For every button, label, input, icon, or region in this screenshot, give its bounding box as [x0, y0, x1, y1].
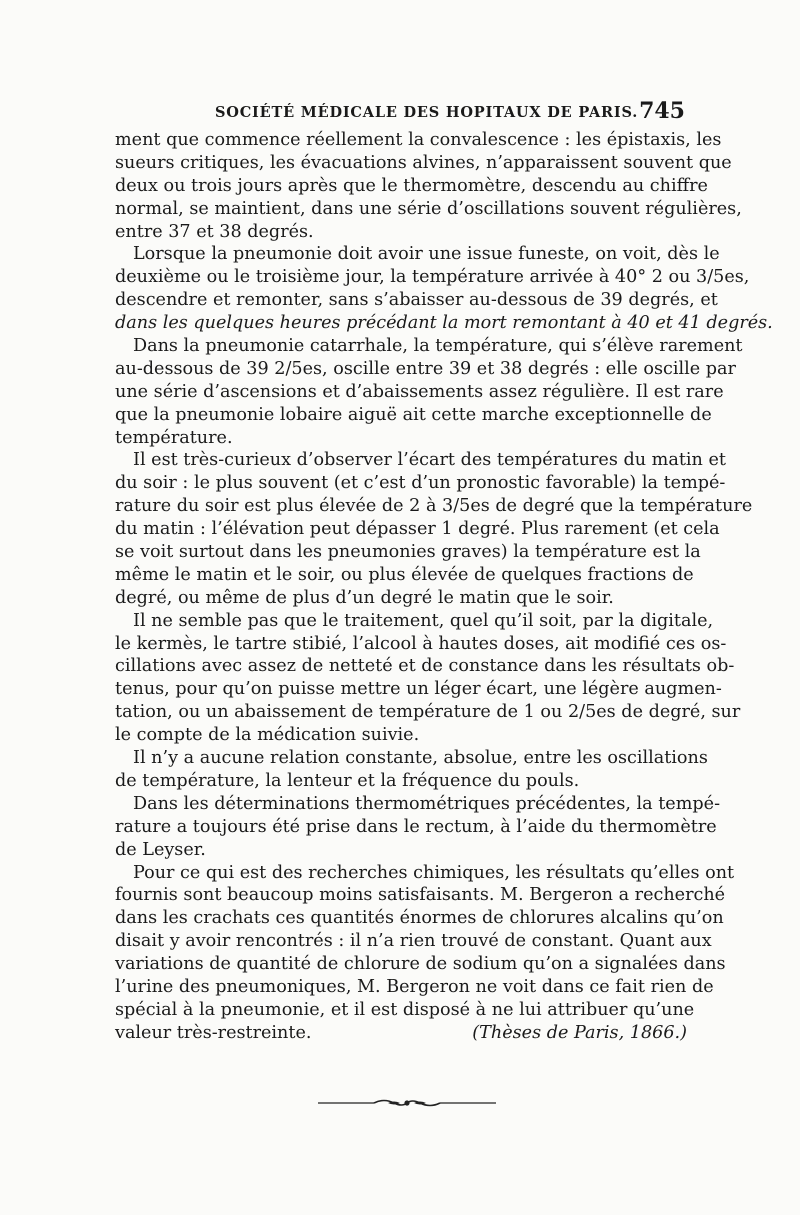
- text-line: se voit surtout dans les pneumonies graves) la température est la: [115, 542, 701, 563]
- text-line: disait y avoir rencontrés : il n’a rien trouvé de constant. Quant aux: [115, 931, 712, 952]
- text-line: Dans la pneumonie catarrhale, la température, qui s’élève rarement: [133, 336, 743, 357]
- final-line: [115, 1022, 687, 1045]
- text-line: température.: [115, 427, 233, 448]
- text-line: descendre et remonter, sans s’abaisser au-dessous de 39 degrés, et: [115, 290, 718, 311]
- text-line: normal, se maintient, dans une série d’oscillations souvent régulières,: [115, 198, 742, 219]
- text-line: Il n’y a aucune relation constante, absolue, entre les oscillations: [133, 748, 708, 769]
- text-line: sueurs critiques, les évacuations alvines, n’apparaissent souvent que: [115, 152, 732, 173]
- text-line: dans les quelques heures précédant la mort remontant à 40 et 41 degrés.: [115, 313, 773, 334]
- text-line: de Leyser.: [115, 839, 206, 860]
- text-line: entre 37 et 38 degrés.: [115, 221, 314, 242]
- text-line: dans les crachats ces quantités énormes de chlorures alcalins qu’on: [115, 908, 724, 929]
- page-number: 745: [639, 98, 685, 124]
- text-line: de température, la lenteur et la fréquence du pouls.: [115, 770, 580, 791]
- text-line: tenus, pour qu’on puisse mettre un léger écart, une légère augmen-: [115, 679, 722, 700]
- text-line: le compte de la médication suivie.: [115, 725, 420, 746]
- text-line: l’urine des pneumoniques, M. Bergeron ne voit dans ce fait rien de: [115, 976, 714, 997]
- text-line: tation, ou un abaissement de température de 1 ou 2/5es de degré, sur: [115, 702, 741, 723]
- ornamental-divider: [318, 1097, 496, 1109]
- text-line: degré, ou même de plus d’un degré le matin que le soir.: [115, 587, 614, 608]
- text-line: Il est très-curieux d’observer l’écart des températures du matin et: [133, 450, 726, 471]
- text-line: deux ou trois jours après que le thermomètre, descendu au chiffre: [115, 175, 708, 196]
- text-line: fournis sont beaucoup moins satisfaisants. M. Bergeron a recherché: [115, 885, 726, 906]
- text-line: une série d’ascensions et d’abaissements assez régulière. Il est rare: [115, 381, 724, 402]
- text-line: au-dessous de 39 2/5es, oscille entre 39 et 38 degrés : elle oscille par: [115, 358, 736, 379]
- running-title: SOCIÉTÉ MÉDICALE DES HOPITAUX DE PARIS.: [215, 104, 639, 121]
- text-line: le kermès, le tartre stibié, l’alcool à hautes doses, ait modifié ces os-: [115, 633, 727, 654]
- text-line: spécial à la pneumonie, et il est disposé à ne lui attribuer qu’une: [115, 999, 695, 1020]
- text-line: même le matin et le soir, ou plus élevée de quelques fractions de: [115, 564, 694, 585]
- text-line: Lorsque la pneumonie doit avoir une issue funeste, on voit, dès le: [133, 244, 720, 265]
- text-line: du soir : le plus souvent (et c’est d’un pronostic favorable) la tempé-: [115, 473, 726, 494]
- text-line: Dans les déterminations thermométriques précédentes, la tempé-: [133, 793, 721, 814]
- page-header: [115, 98, 687, 122]
- text-line: rature a toujours été prise dans le rectum, à l’aide du thermomètre: [115, 816, 717, 837]
- text-line: du matin : l’élévation peut dépasser 1 degré. Plus rarement (et cela: [115, 519, 720, 540]
- final-line-text: valeur très-restreinte.: [115, 1022, 312, 1043]
- citation: (Thèses de Paris, 1866.): [472, 1022, 687, 1043]
- text-line: cillations avec assez de netteté et de constance dans les résultats ob-: [115, 656, 735, 677]
- text-line: deuxième ou le troisième jour, la température arrivée à 40° 2 ou 3/5es,: [115, 267, 750, 288]
- body-text: [115, 129, 773, 1045]
- text-line: ment que commence réellement la convalescence : les épistaxis, les: [115, 130, 722, 150]
- text-line: variations de quantité de chlorure de sodium qu’on a signalées dans: [115, 954, 726, 975]
- text-line: que la pneumonie lobaire aiguë ait cette marche exceptionnelle de: [115, 404, 712, 425]
- text-line: Pour ce qui est des recherches chimiques, les résultats qu’elles ont: [133, 862, 735, 883]
- text-line: Il ne semble pas que le traitement, quel qu’il soit, par la digitale,: [133, 610, 714, 631]
- text-line: rature du soir est plus élevée de 2 à 3/5es de degré que la température: [115, 496, 753, 517]
